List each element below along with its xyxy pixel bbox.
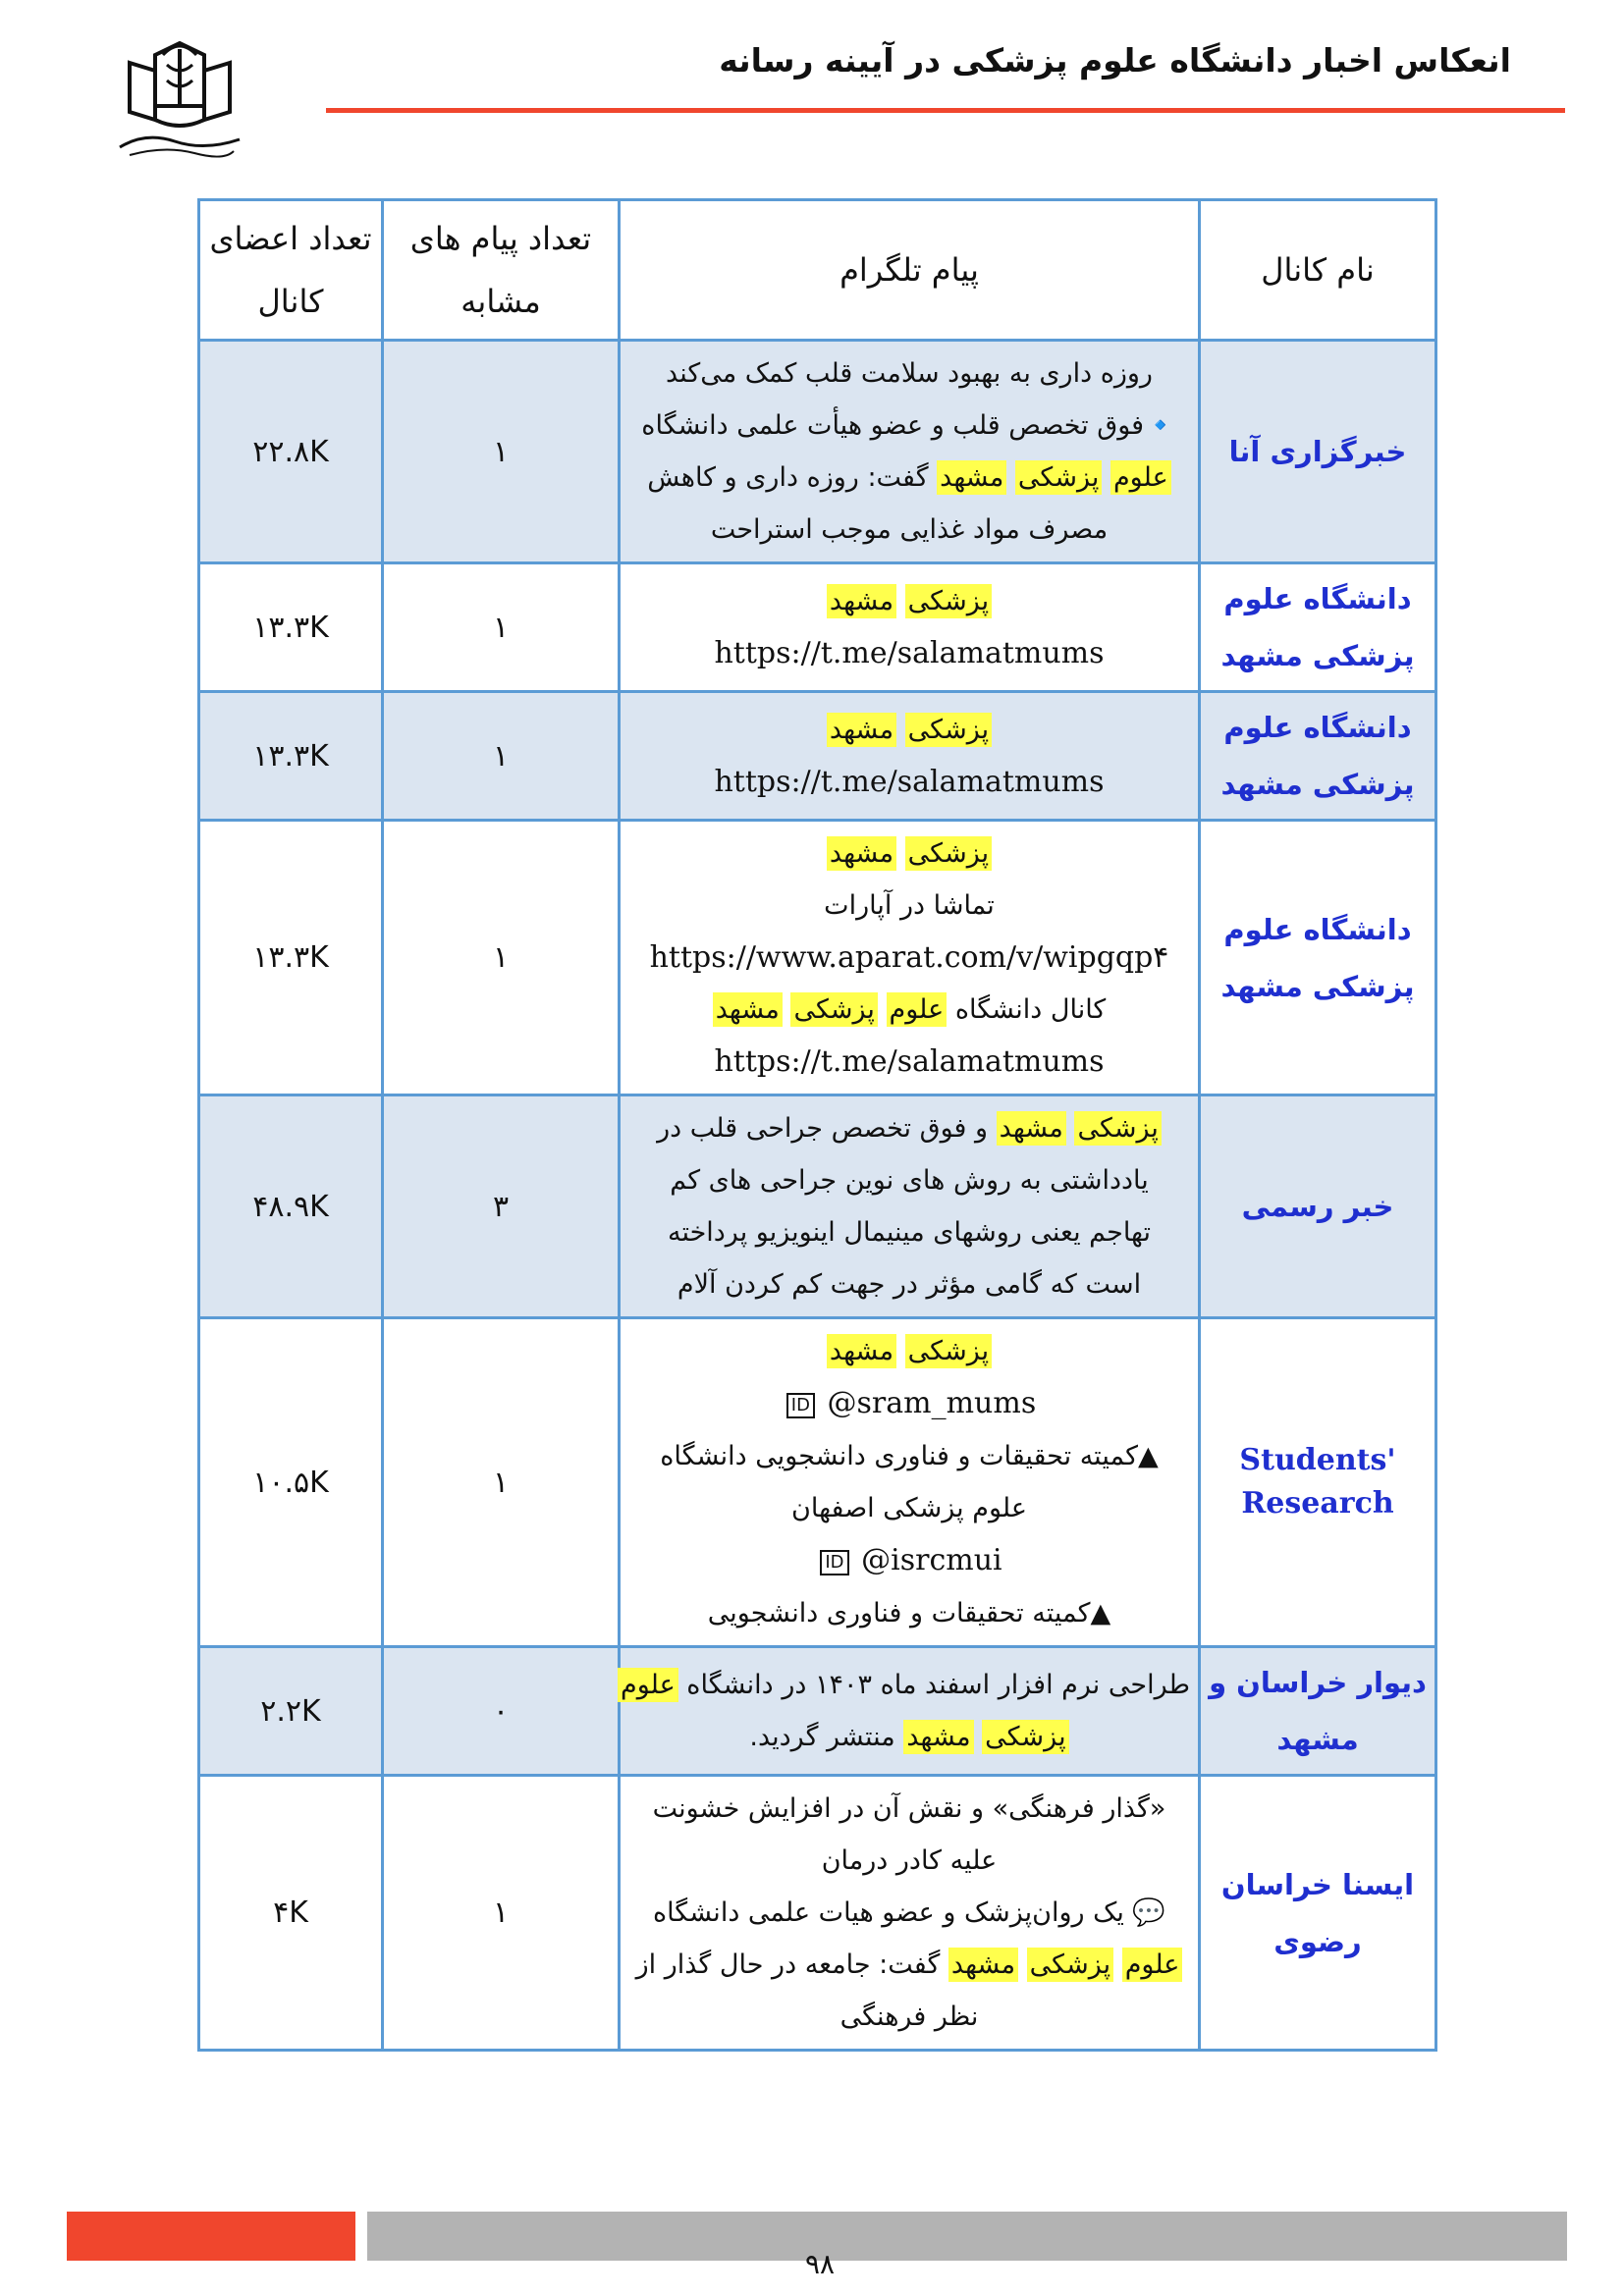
keyword-highlight: پزشکی	[905, 1334, 992, 1368]
header-divider	[326, 108, 1565, 113]
footer-bar	[367, 2212, 1567, 2261]
message-cell	[620, 821, 1200, 1095]
keyword-highlight: علوم	[1122, 1948, 1183, 1982]
message-line: علیه کادر درمان	[821, 1845, 998, 1876]
message-line: علوم پزشکی مشهد گفت: روزه داری و کاهش	[628, 452, 1190, 504]
channel-name: خبرگزاری آنا	[1200, 341, 1436, 563]
similar-count: ۱	[383, 821, 620, 1095]
id-icon: ID	[786, 1393, 815, 1418]
column-header-similar: تعداد پیام های مشابه	[383, 200, 620, 341]
member-count: ۱۰.۵K	[199, 1318, 383, 1647]
message-line: مصرف مواد غذایی موجب استراحت	[710, 514, 1109, 545]
member-count: ۴K	[199, 1776, 383, 2051]
message-line: ▲کمیته تحقیقات و فناوری دانشجویی دانشگاه	[660, 1441, 1159, 1471]
page-number: ۹۸	[804, 2248, 836, 2280]
university-logo	[116, 37, 244, 163]
keyword-highlight: مشهد	[827, 713, 896, 747]
similar-count: ۰	[383, 1647, 620, 1776]
message-cell	[620, 563, 1200, 692]
message-line: ▲کمیته تحقیقات و فناوری دانشجویی	[707, 1598, 1111, 1629]
channel-name: خبر رسمی	[1200, 1095, 1436, 1318]
column-header-members: تعداد اعضای کانال	[199, 200, 383, 341]
message-line	[628, 1534, 1190, 1587]
telegram-link[interactable]: https://t.me/salamatmums	[714, 636, 1105, 670]
keyword-highlight: پزشکی	[790, 992, 877, 1027]
member-count: ۱۳.۳K	[199, 563, 383, 692]
telegram-handle[interactable]: @sram_mums	[827, 1386, 1037, 1420]
message-line: روزه داری به بهبود سلامت قلب کمک می‌کند	[666, 358, 1153, 389]
keyword-highlight: علوم	[618, 1668, 678, 1702]
keyword-highlight: پزشکی	[1074, 1111, 1161, 1146]
table-row	[199, 341, 1436, 563]
similar-count: ۱	[383, 341, 620, 563]
message-line: طراحی نرم افزار اسفند ماه ۱۴۰۳ در دانشگاه علوم	[628, 1659, 1190, 1711]
message-line: پزشکی مشهد و فوق تخصص جراحی قلب در	[628, 1102, 1190, 1154]
member-count: ۲۲.۸K	[199, 341, 383, 563]
message-line: تماشا در آپارات	[824, 890, 995, 921]
channel-name: دانشگاه علوم پزشکی مشهد	[1200, 563, 1436, 692]
keyword-highlight: مشهد	[997, 1111, 1066, 1146]
table-row	[199, 1318, 1436, 1647]
message-line: پزشکی مشهد منتشر گردید.	[628, 1711, 1190, 1763]
similar-count: ۱	[383, 1776, 620, 2051]
message-line: «گذار فرهنگی» و نقش آن در افزایش خشونت	[652, 1793, 1166, 1824]
message-line	[628, 828, 1190, 880]
member-count: ۲.۲K	[199, 1647, 383, 1776]
similar-count: ۳	[383, 1095, 620, 1318]
member-count: ۱۳.۳K	[199, 821, 383, 1095]
message-line: کانال دانشگاه علوم پزشکی مشهد	[628, 984, 1190, 1036]
table-row	[199, 821, 1436, 1095]
message-cell	[620, 1318, 1200, 1647]
telegram-link[interactable]: https://t.me/salamatmums	[714, 765, 1105, 799]
keyword-highlight: پزشکی	[1015, 460, 1102, 495]
keyword-highlight: پزشکی	[905, 836, 992, 871]
keyword-highlight: علوم	[1110, 460, 1171, 495]
message-line	[628, 1325, 1190, 1377]
message-cell	[620, 341, 1200, 563]
table-header-row	[199, 200, 1436, 341]
keyword-highlight: پزشکی	[982, 1720, 1068, 1754]
message-line: علوم پزشکی اصفهان	[791, 1493, 1027, 1523]
keyword-highlight: مشهد	[827, 836, 896, 871]
message-line: 🔹فوق تخصص قلب و عضو هیأت علمی دانشگاه	[641, 410, 1177, 441]
page-header-title: انعکاس اخبار دانشگاه علوم پزشکی در آیینه رسانه	[719, 41, 1511, 80]
message-cell	[620, 1647, 1200, 1776]
channel-name: دانشگاه علوم پزشکی مشهد	[1200, 692, 1436, 821]
keyword-highlight: پزشکی	[1027, 1948, 1113, 1982]
member-count: ۱۳.۳K	[199, 692, 383, 821]
keyword-highlight: مشهد	[713, 992, 783, 1027]
similar-count: ۱	[383, 692, 620, 821]
id-icon: ID	[820, 1550, 848, 1575]
telegram-link[interactable]: https://t.me/salamatmums	[714, 1044, 1105, 1079]
keyword-highlight: مشهد	[948, 1948, 1018, 1982]
channel-name: Students' Research	[1200, 1318, 1436, 1647]
telegram-handle[interactable]: @isrcmui	[861, 1543, 1002, 1577]
table-row	[199, 1095, 1436, 1318]
message-line	[628, 575, 1190, 627]
footer-accent-bar	[67, 2212, 355, 2261]
member-count: ۴۸.۹K	[199, 1095, 383, 1318]
table-row	[199, 563, 1436, 692]
similar-count: ۱	[383, 1318, 620, 1647]
keyword-highlight: مشهد	[903, 1720, 973, 1754]
column-header-message: پیام تلگرام	[620, 200, 1200, 341]
message-line: تهاجم یعنی روشهای مینیمال اینویزیو پرداخته	[667, 1217, 1152, 1248]
table-row	[199, 1647, 1436, 1776]
message-line: نظر فرهنگی	[839, 2002, 979, 2032]
message-cell	[620, 1095, 1200, 1318]
channel-name: دانشگاه علوم پزشکی مشهد	[1200, 821, 1436, 1095]
keyword-highlight: پزشکی	[905, 584, 992, 618]
channel-name: ایسنا خراسان رضوی	[1200, 1776, 1436, 2051]
table-row	[199, 1776, 1436, 2051]
message-line	[628, 704, 1190, 756]
message-line: است که گامی مؤثر در جهت کم کردن آلام	[677, 1269, 1142, 1300]
keyword-highlight: علوم	[887, 992, 947, 1027]
column-header-channel: نام کانال	[1200, 200, 1436, 341]
message-line: 💬 یک روان‌پزشک و عضو هیات علمی دانشگاه	[652, 1897, 1166, 1928]
telegram-news-table	[197, 198, 1437, 2052]
keyword-highlight: پزشکی	[905, 713, 992, 747]
similar-count: ۱	[383, 563, 620, 692]
keyword-highlight: مشهد	[827, 584, 896, 618]
message-line: یادداشتی به روش های نوین جراحی های کم	[670, 1165, 1149, 1196]
message-line: علوم پزشکی مشهد گفت: جامعه در حال گذار از	[628, 1939, 1190, 1991]
aparat-link[interactable]: https://www.aparat.com/v/wipgqp۴	[649, 940, 1169, 975]
keyword-highlight: مشهد	[827, 1334, 896, 1368]
message-cell	[620, 692, 1200, 821]
keyword-highlight: مشهد	[937, 460, 1006, 495]
table-row	[199, 692, 1436, 821]
message-line	[628, 1377, 1190, 1430]
channel-name: دیوار خراسان و مشهد	[1200, 1647, 1436, 1776]
message-cell	[620, 1776, 1200, 2051]
